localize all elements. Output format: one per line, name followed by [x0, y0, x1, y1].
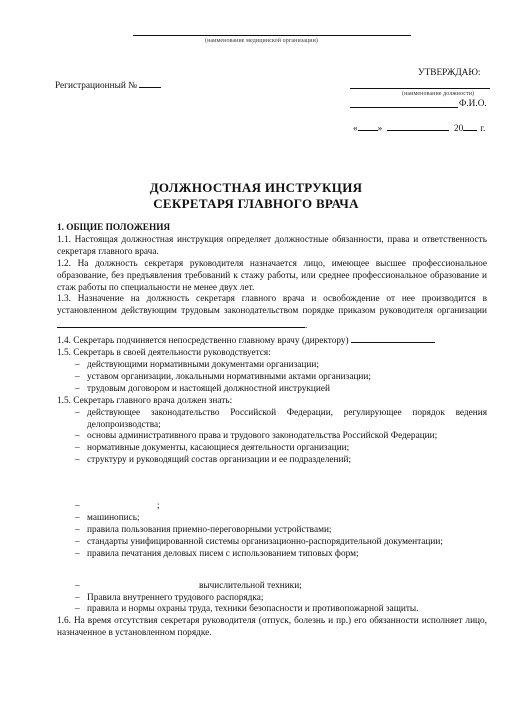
paragraph-1-4-text: 1.4. Секретарь подчиняется непосредственно главному врачу (директору)	[57, 336, 349, 347]
list-item: – машинопись;	[57, 513, 487, 525]
reg-label-text: Регистрационный №	[55, 81, 138, 91]
list-item: – правила пользования приемно-переговорными устройствами;	[57, 525, 487, 537]
paragraph-1-1: 1.1. Настоящая должностная инструкция определяет должностные обязанности, права и ответственность секретаря главного врача.	[57, 234, 487, 257]
blank-gap	[57, 467, 487, 501]
signature-line	[350, 107, 458, 108]
list-item-text: вычислительной техники;	[199, 580, 302, 591]
title-line-1: ДОЛЖНОСТНАЯ ИНСТРУКЦИЯ	[149, 180, 363, 195]
position-line	[350, 88, 490, 89]
list-item: – правила печатания деловых писем с использованием типовых форм;	[57, 549, 487, 561]
list-item	[57, 581, 487, 593]
year-suffix: г.	[480, 124, 486, 134]
knowledge-list-final	[57, 581, 487, 617]
month-blank	[387, 121, 449, 131]
list-item: – структуру и руководящий состав организации и ее подразделений;	[57, 455, 487, 467]
reg-number-blank	[139, 78, 161, 88]
list-item: – правила и нормы охраны труда, техники безопасности и противопожарной защиты.	[57, 604, 487, 616]
list-item: – основы административного права и трудового законодательства Российской Федерации;	[57, 431, 487, 443]
blank-gap	[57, 561, 487, 581]
guidance-list	[57, 360, 487, 396]
paragraph-1-3: 1.3. Назначение на должность секретаря главного врача и освобождение от нее производится в установленном действующим трудовым законодательством порядке приказом руководителя организации .	[57, 294, 487, 332]
director-blank	[351, 333, 435, 343]
fio-label: Ф.И.О.	[459, 99, 487, 109]
position-caption: (наименование должности)	[402, 91, 475, 97]
list-item: – стандарты унифицированной системы организационно-распорядительной документации;	[57, 537, 487, 549]
date-quote-close: »	[377, 124, 383, 134]
approval-date	[353, 121, 485, 134]
day-blank	[358, 121, 378, 131]
date-quote-open: «	[353, 124, 358, 134]
paragraph-1-5a: 1.5. Секретарь в своей деятельности руководствуется:	[57, 348, 271, 359]
paragraph-1-5b: 1.5. Секретарь главного врача должен знать:	[57, 395, 233, 406]
order-blank	[57, 318, 305, 328]
list-item: – действующими нормативными документами организации;	[57, 360, 487, 372]
reg-number-label	[55, 78, 161, 91]
approve-label: УТВЕРЖДАЮ:	[418, 68, 481, 78]
list-item: – Правила внутреннего трудового распорядка;	[57, 593, 487, 605]
org-name-line	[133, 35, 411, 36]
year-blank	[463, 121, 477, 131]
section-heading: 1. ОБЩИЕ ПОЛОЖЕНИЯ	[57, 223, 171, 233]
year-prefix: 20	[453, 124, 464, 134]
paragraph-1-3-text: 1.3. Назначение на должность секретаря главного врача и освобождение от нее производится в установленном действующим трудовым законодательством порядке приказом руководителя организации	[57, 294, 487, 317]
org-caption: (наименование медицинской организации)	[205, 38, 319, 44]
list-item: – нормативные документы, касающиеся деятельности организации;	[57, 443, 487, 455]
paragraph-1-2: 1.2. На должность секретаря руководителя назначается лицо, имеющее высшее профессиональное образование, без предъявления требований к стажу работы, или среднее профессиональное образование и стаж работы по специальности не менее двух лет.	[57, 258, 487, 293]
paragraph-1-6: 1.6. На время отсутствия секретаря руководителя (отпуск, болезнь и пр.) его обязанности исполняет лицо, назначенное в установленном порядке.	[57, 616, 487, 639]
list-item-text: ;	[157, 501, 160, 512]
list-item: – уставом организации, локальными нормативными актами организации;	[57, 372, 487, 384]
knowledge-list-continued	[57, 501, 487, 561]
list-item: – действующее законодательство Российской Федерации, регулирующее порядок ведения делопроизводства;	[57, 408, 487, 432]
knowledge-list	[57, 408, 487, 468]
document-title	[0, 180, 512, 212]
document-body	[57, 223, 487, 640]
paragraph-1-4	[57, 333, 487, 348]
list-item: – трудовым договором и настоящей должностной инструкцией	[57, 384, 487, 396]
list-item	[57, 501, 487, 513]
title-line-2: СЕКРЕТАРЯ ГЛАВНОГО ВРАЧА	[153, 196, 359, 211]
